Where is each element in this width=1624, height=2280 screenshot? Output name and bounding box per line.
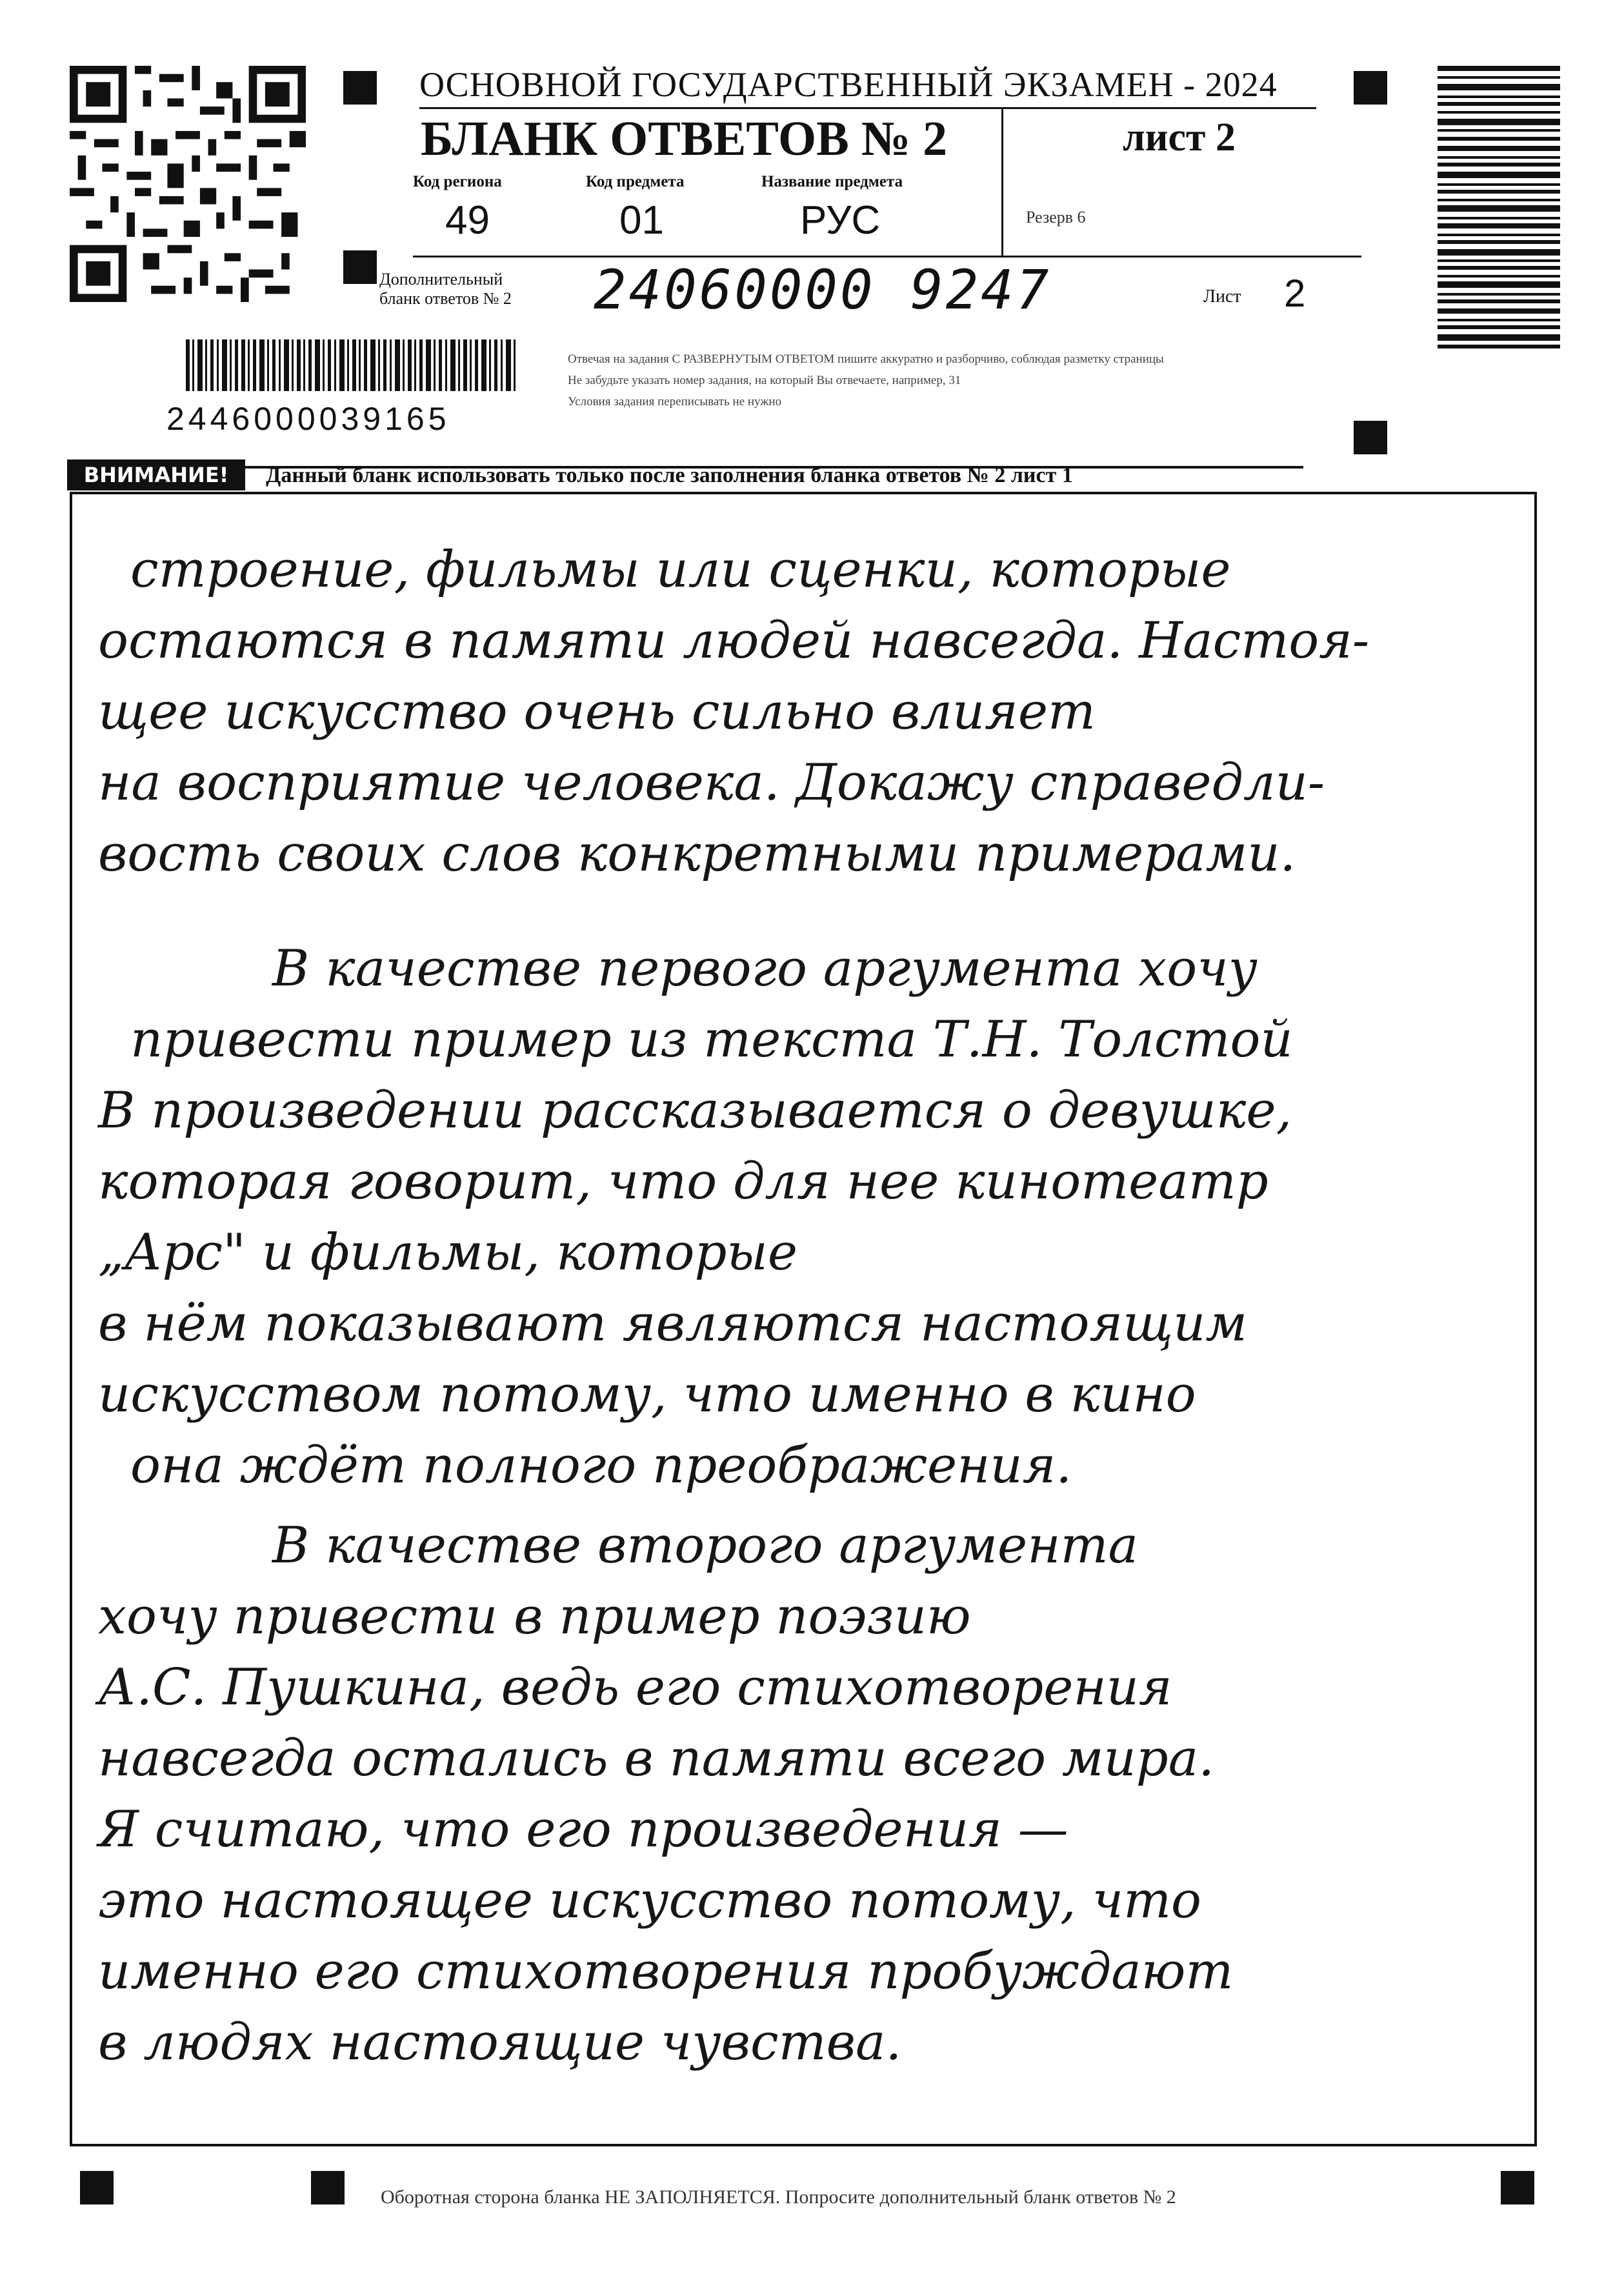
answer-line: именно его стихотворения пробуждают <box>98 1942 1234 2001</box>
answer-area[interactable] <box>70 492 1537 2146</box>
answer-line: это настоящее искусство потому, что <box>98 1871 1202 1930</box>
list-value: 2 <box>1284 272 1306 315</box>
attention-text: Данный бланк использовать только после заполнения бланка ответов № 2 лист 1 <box>266 463 1073 487</box>
answer-line: которая говорит, что для нее кинотеатр <box>98 1153 1268 1211</box>
instructions <box>568 348 1407 412</box>
list-label: Лист <box>1203 287 1241 307</box>
additional-form-number: 24060000 9247 <box>594 258 1052 321</box>
header-vertical-divider <box>1001 107 1003 256</box>
sheet-label: лист 2 <box>1123 116 1236 159</box>
answer-line: в нём показывают являются настоящим <box>98 1295 1248 1353</box>
registration-mark <box>80 2171 114 2204</box>
registration-mark <box>343 250 377 284</box>
region-value: 49 <box>445 198 490 243</box>
answer-line: В качестве первого аргумента хочу <box>272 940 1258 998</box>
attention-badge: ВНИМАНИЕ! <box>67 459 245 490</box>
answer-line: „Арс" и фильмы, которые <box>98 1224 798 1282</box>
answer-line: привести пример из текста Т.Н. Толстой <box>130 1011 1293 1069</box>
answer-line: А.С. Пушкина, ведь его стихотворения <box>98 1659 1172 1717</box>
additional-form-label <box>379 270 512 308</box>
answer-line: В произведении рассказывается о девушке, <box>98 1082 1292 1140</box>
instruction-line: Условия задания переписывать не нужно <box>568 395 782 409</box>
additional-label-line2: бланк ответов № 2 <box>379 289 512 308</box>
instruction-line: Отвечая на задания С РАЗВЕРНУТЫМ ОТВЕТОМ пишите аккуратно и разборчиво, соблюдая разметку страницы <box>568 352 1164 366</box>
qr-code-icon <box>70 66 306 302</box>
answer-line: Я считаю, что его произведения — <box>98 1801 1068 1859</box>
answer-line: остаются в памяти людей навсегда. Настоя- <box>98 612 1370 670</box>
registration-mark <box>1354 421 1387 454</box>
instruction-line: Не забудьте указать номер задания, на который Вы отвечаете, например, 31 <box>568 374 961 387</box>
subject-code-value: 01 <box>619 198 664 243</box>
reserve-field: Резерв 6 <box>1026 208 1086 227</box>
exam-title: ОСНОВНОЙ ГОСУДАРСТВЕННЫЙ ЭКЗАМЕН - 2024 <box>419 65 1278 104</box>
answer-line: В качестве второго аргумента <box>272 1517 1139 1575</box>
answer-line: навсегда остались в памяти всего мира. <box>98 1730 1215 1788</box>
answer-line: вость своих слов конкретными примерами. <box>98 825 1296 883</box>
additional-label-line1: Дополнительный <box>379 270 503 288</box>
form-title: БЛАНК ОТВЕТОВ № 2 <box>421 112 948 166</box>
answer-line: щее искусство очень сильно влияет <box>98 683 1096 741</box>
barcode-left-icon <box>186 339 521 409</box>
footer-note: Оборотная сторона бланка НЕ ЗАПОЛНЯЕТСЯ. Попросите дополнительный бланк ответов № 2 <box>381 2186 1176 2208</box>
answer-line: хочу привести в пример поэзию <box>98 1588 971 1646</box>
barcode-number: 2446000039165 <box>166 401 450 437</box>
registration-mark <box>1354 71 1387 105</box>
answer-line: на восприятие человека. Докажу справедли- <box>98 754 1325 812</box>
header-bottom-rule <box>413 256 1361 257</box>
header-divider <box>419 107 1316 109</box>
subject-name-label: Название предмета <box>761 173 903 190</box>
answer-line: она ждёт полного преображения. <box>130 1437 1072 1495</box>
registration-mark <box>1501 2171 1534 2204</box>
subject-code-label: Код предмета <box>586 173 685 190</box>
registration-mark <box>311 2171 345 2204</box>
barcode-right-icon <box>1438 66 1560 350</box>
answer-line: строение, фильмы или сценки, которые <box>130 541 1231 599</box>
answer-line: искусством потому, что именно в кино <box>98 1366 1196 1424</box>
answer-line: в людях настоящие чувства. <box>98 2013 902 2072</box>
registration-mark <box>343 71 377 105</box>
subject-name-value: РУС <box>800 198 881 243</box>
region-label: Код региона <box>413 173 502 190</box>
